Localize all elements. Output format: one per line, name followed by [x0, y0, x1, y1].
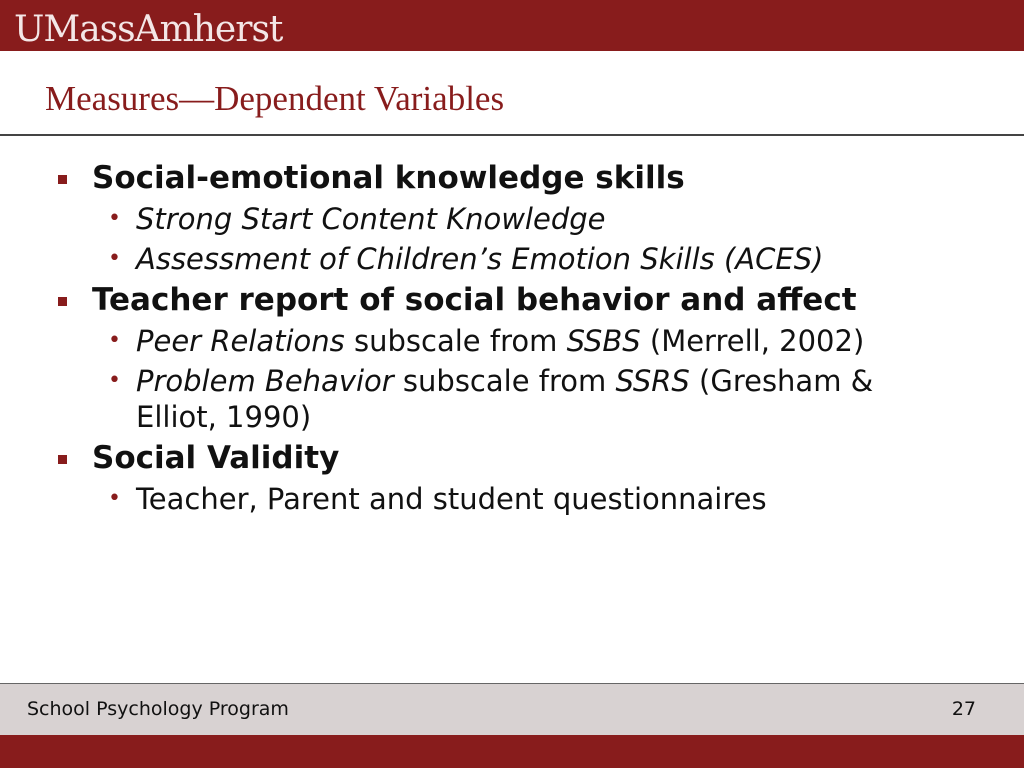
instrument-name: SSRS: [615, 364, 690, 398]
bullet-item: [54, 439, 954, 477]
slide-title: Measures—Dependent Variables: [45, 79, 505, 118]
bullet-label: Teacher report of social behavior and affect: [92, 282, 857, 318]
dot-bullet-icon: •: [108, 246, 121, 271]
dot-bullet-icon: •: [108, 328, 121, 353]
square-bullet-icon: [58, 175, 67, 184]
bullet-label: Social-emotional knowledge skills: [92, 160, 685, 196]
umass-logo: UMassAmherst: [14, 9, 283, 50]
bottom-bar: [0, 735, 1024, 768]
citation: (Gresham & Elliot, 1990): [136, 364, 874, 434]
instrument-name: SSBS: [566, 324, 641, 358]
dot-bullet-icon: •: [108, 368, 121, 393]
title-divider: [0, 134, 1024, 136]
square-bullet-icon: [58, 297, 67, 306]
sub-bullet-item: [54, 201, 954, 237]
sub-bullet-text: subscale from: [344, 324, 567, 358]
sub-bullet-text: Strong Start Content Knowledge: [136, 202, 606, 236]
header-bar: [0, 0, 1024, 51]
dot-bullet-icon: •: [108, 206, 121, 231]
dot-bullet-icon: •: [108, 486, 121, 511]
bullet-item: [54, 281, 954, 319]
measure-name: Problem Behavior: [136, 364, 394, 398]
program-name: School Psychology Program: [27, 698, 289, 720]
bullet-item: [54, 159, 954, 197]
sub-bullet-text: Teacher, Parent and student questionnaires: [136, 482, 767, 516]
sub-bullet-text: subscale from: [393, 364, 616, 398]
citation: (Merrell, 2002): [640, 324, 865, 358]
footer-bar: [0, 683, 1024, 736]
sub-bullet-item: [54, 323, 954, 359]
bullet-label: Social Validity: [92, 440, 340, 476]
sub-bullet-text: Assessment of Children’s Emotion Skills (ACES): [136, 242, 824, 276]
measure-name: Peer Relations: [136, 324, 345, 358]
sub-bullet-item: [54, 363, 954, 435]
page-number: 27: [951, 698, 976, 720]
slide-content: [54, 155, 954, 517]
square-bullet-icon: [58, 455, 67, 464]
sub-bullet-item: [54, 481, 954, 517]
sub-bullet-item: [54, 241, 954, 277]
